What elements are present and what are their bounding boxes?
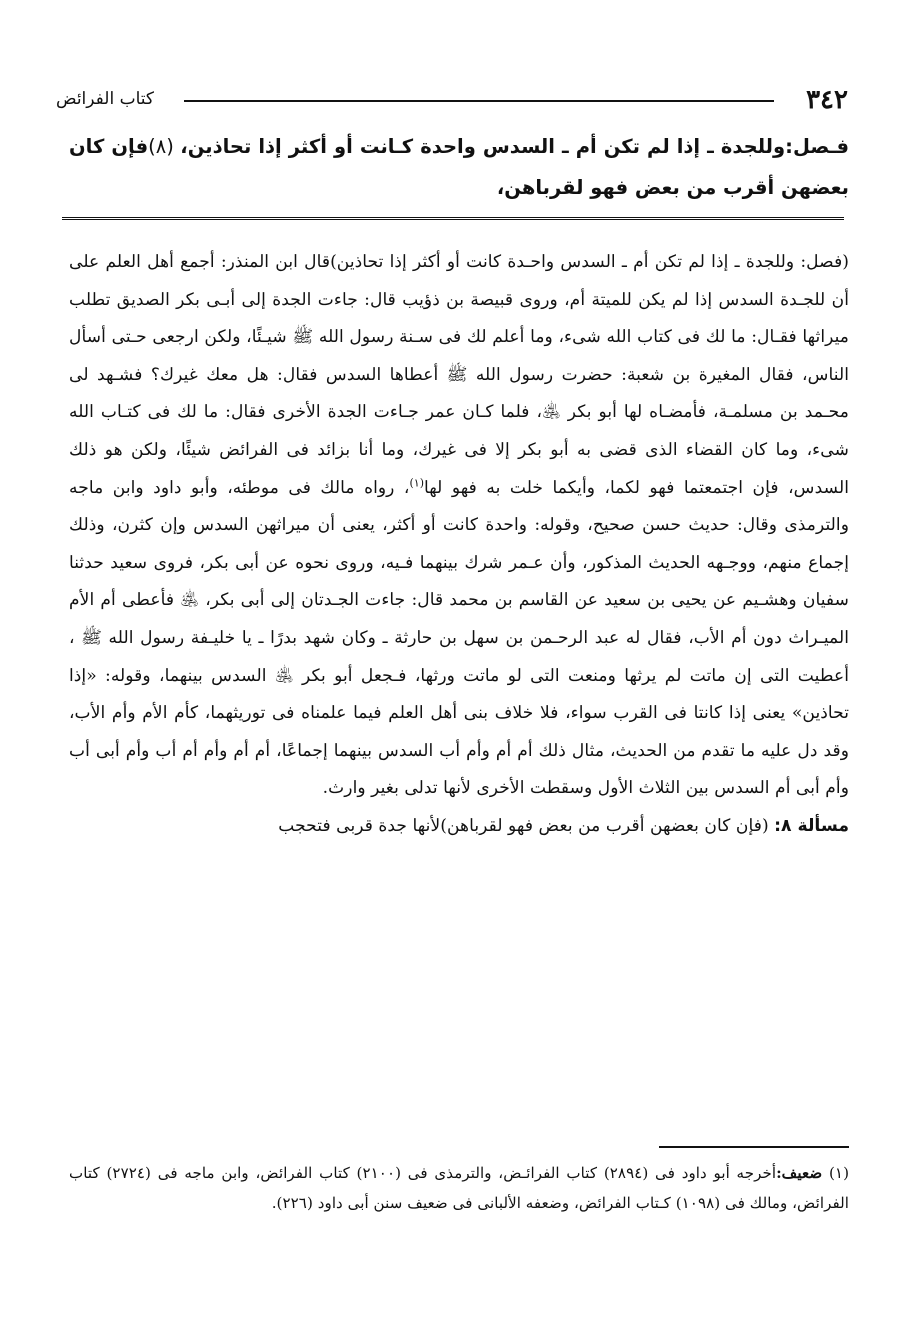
footnote-mark: (١) [822,1164,849,1182]
matn-number: (٨) [148,135,181,158]
commentary-body-2: ، رواه مالك فى موطئه، وأبو داود وابن ماجه والترمذى وقال: حديث حسن صحيح، وقوله: واحدة كانت أو أكثر، يعنى أن ميراثهن السدس وإن كثرن، وذلك إجماع منهم، ووجـهه الحديث المذكور، وأن عـمر شرك بينهما فـيه، وروى نحوه عن أبى بكر، فروى سعيد حدثنا سفيان وهشـيم عن يحيى بن سعيد عن القاسم بن محمد قال: جاءت الجـدتان إلى أبى بكر، ﵁ فأعطى أم الأم الميـراث دون أم الأب، فقال له عبد الرحـمن بن سهل بن حارثة ـ وكان شهد بدرًا ـ يا خليـفة رسول الله ﷺ ، أعطيت التى إن ماتت لم يرثها ومنعت التى لو ماتت ورثها، فـجعل أبو بكر ﵁ السدس بينهما، وقوله: «إذا تحاذين» يعنى إذا كانتا فى القرب سواء، فلا خلاف بنى أهل العلم فيما علمناه فى توريثهما، كأم الأم وأم الأب، وقد دل عليه ما تقدم من الحديث، مثال ذلك أم أم وأم أب السدس بينهما إجماعًا، أم أم وأم أم أب وأم أبى أب وأم أبى أم السدس بين الثلاث الأول وسقطت الأخرى لأنها تدلى بغير وارث. [69,477,849,799]
page-number: ٣٤٢ [806,85,848,115]
page-header [56,84,848,118]
running-head: كتاب الفرائض [56,89,154,109]
commentary-text [69,244,849,846]
commentary-body-1: قال ابن المنذر: أجمع أهل العلم على أن للجـدة السدس إذا لم يكن للميتة أم، وروى قبيصة بن ذؤيب قال: جاءت الجدة إلى أبـى بكر الصديق تطلب ميراثها فقـال: ما لك فى كتاب الله شىء، وما أعلم لك فى سـنة رسول الله ﷺ شيـئًا، ولكن ارجعى حـتى أسأل الناس، فقال المغيرة بن شعبة: حضرت رسول الله ﷺ أعطاها السدس فقال: هل معك غيرك؟ فشـهد لى محـمد بن مسلمـة، فأمضـاه لها أبو بكر ﵁، فلما كـان عمر جـاءت الجدة الأخرى فقال: ما لك فى كتـاب الله شىء، وما كان القضاء الذى قضى به أبو بكر إلا فى غيرك، وما أنا بزائد فى الفرائض شيئًا، ولكن هو ذلك السدس، فإن اجتمعتما فهو لكما، وأيكما خلت به فهو لها [69,252,849,498]
footnote-divider [659,1146,849,1148]
footnote-text: أخرجه أبو داود فى (٢٨٩٤) كتاب الفرائـض، والترمذى فى (٢١٠٠) كتاب الفرائض، وابن ماجه فى (٢٧٢٤) كتاب الفرائض، ومالك فى (١٠٩٨) كـتاب الفرائض، وضعفه الألبانى فى ضعيف سنن أبى داود (٢٢٦). [69,1164,849,1212]
masala-label: مسألة ٨: [774,815,849,836]
matn-label: فـصل: [785,135,849,158]
matn-text [69,126,849,208]
footnote-reference[interactable]: (١) [409,475,424,489]
matn-divider [62,217,844,222]
header-rule [184,100,774,102]
matn-line-2: فإن كان بعضهن أقرب من بعض فهو لقرباهن، [69,135,849,199]
footnotes [69,1158,849,1218]
masala-quote: (فإن كان بعضهن أقرب من بعض فهو لقرباهن) [440,815,775,836]
footnote-grade: ضعيف: [776,1164,823,1182]
masala-text: لأنها جدة قربى فتحجب [278,815,441,836]
commentary-quote: (فصل: وللجدة ـ إذا لم تكن أم ـ السدس واحـدة كانت أو أكثر إذا تحاذين) [330,252,850,272]
matn-line: وللجدة ـ إذا لم تكن أم ـ السدس واحدة كـانت أو أكثر إذا تحاذين، [180,135,786,158]
